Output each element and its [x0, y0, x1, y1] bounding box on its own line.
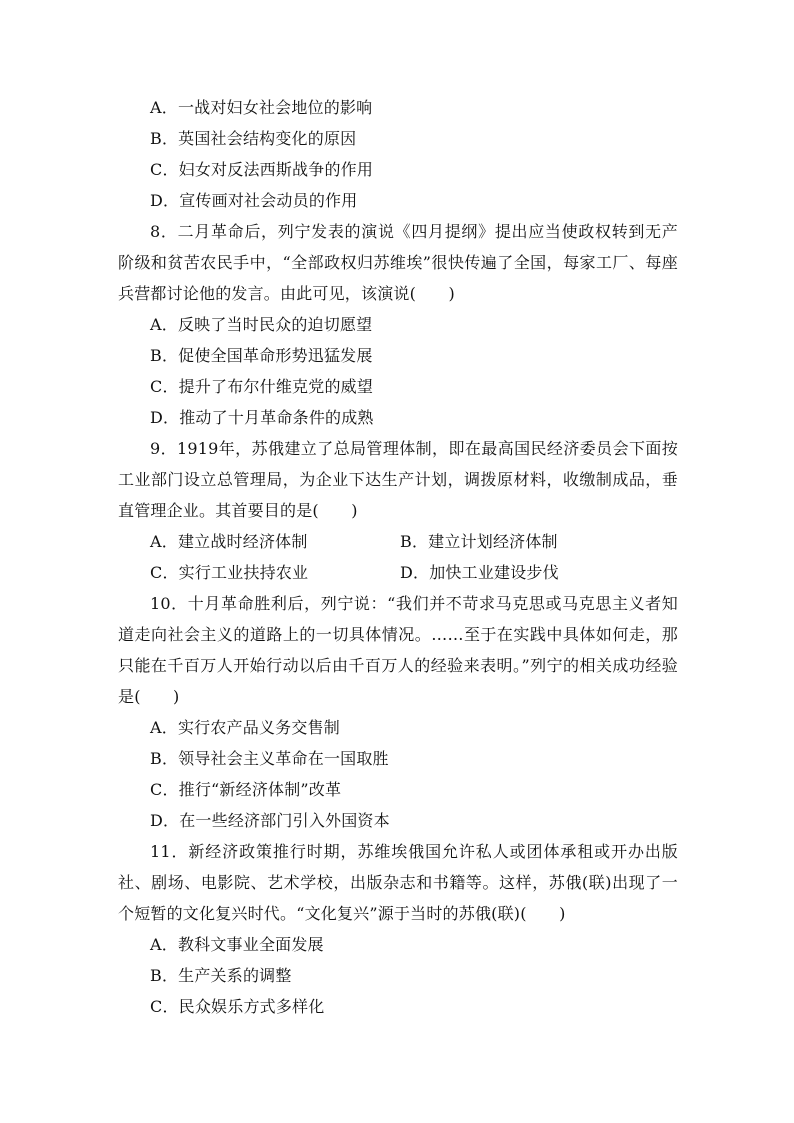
question-9-option-b: B．建立计划经济体制 — [400, 532, 558, 551]
question-8 — [118, 216, 678, 433]
question-9-stem: 9．1919年，苏俄建立了总局管理体制，即在最高国民经济委员会下面按工业部门设立总管理局，为企业下达生产计划，调拨原材料，收缴制成品，垂直管理企业。其首要目的是( ) — [118, 439, 678, 520]
question-10-option-b: B．领导社会主义革命在一国取胜 — [150, 749, 389, 768]
question-11-option-b: B．生产关系的调整 — [150, 966, 292, 985]
question-11-option-a: A．教科文事业全面发展 — [150, 935, 324, 954]
question-11 — [118, 836, 678, 1022]
question-10-option-c: C．推行“新经济体制”改革 — [150, 780, 342, 799]
question-7-option-c: C．妇女对反法西斯战争的作用 — [150, 160, 374, 179]
question-10 — [118, 588, 678, 836]
question-9-option-a: A．建立战时经济体制 — [150, 532, 308, 551]
question-10-option-a: A．实行农产品义务交售制 — [150, 718, 340, 737]
question-8-option-b: B．促使全国革命形势迅猛发展 — [150, 346, 373, 365]
question-11-option-c: C．民众娱乐方式多样化 — [150, 997, 325, 1016]
question-8-option-a: A．反映了当时民众的迫切愿望 — [150, 315, 373, 334]
question-7-option-b: B．英国社会结构变化的原因 — [150, 129, 357, 148]
question-8-option-c: C．提升了布尔什维克党的威望 — [150, 377, 374, 396]
question-9 — [118, 433, 678, 588]
question-9-option-c: C．实行工业扶持农业 — [150, 563, 309, 582]
question-9-options-row-2 — [118, 557, 678, 588]
question-list — [118, 92, 678, 1022]
question-10-stem: 10．十月革命胜利后，列宁说：“我们并不苛求马克思或马克思主义者知道走向社会主义的道路上的一切具体情况。……至于在实践中具体如何走，那只能在千百万人开始行动以后由千百万人的经验来表明。”列宁的相关成功经验是( ) — [118, 594, 678, 706]
question-9-option-d: D．加快工业建设步伐 — [400, 563, 559, 582]
question-7-option-d: D．宣传画对社会动员的作用 — [150, 191, 358, 210]
question-7-option-a: A．一战对妇女社会地位的影响 — [150, 98, 373, 117]
question-10-option-d: D．在一些经济部门引入外国资本 — [150, 811, 390, 830]
question-8-stem: 8．二月革命后，列宁发表的演说《四月提纲》提出应当使政权转到无产阶级和贫苦农民手中，“全部政权归苏维埃”很快传遍了全国，每家工厂、每座兵营都讨论他的发言。由此可见，该演说( ) — [118, 222, 678, 303]
question-8-option-d: D．推动了十月革命条件的成熟 — [150, 408, 374, 427]
question-11-stem: 11．新经济政策推行时期，苏维埃俄国允许私人或团体承租或开办出版社、剧场、电影院、艺术学校，出版杂志和书籍等。这样，苏俄(联)出现了一个短暂的文化复兴时代。“文化复兴”源于当时的苏俄(联)( ) — [118, 842, 678, 923]
question-9-options-row-1 — [118, 526, 678, 557]
question-7-options — [118, 92, 678, 216]
